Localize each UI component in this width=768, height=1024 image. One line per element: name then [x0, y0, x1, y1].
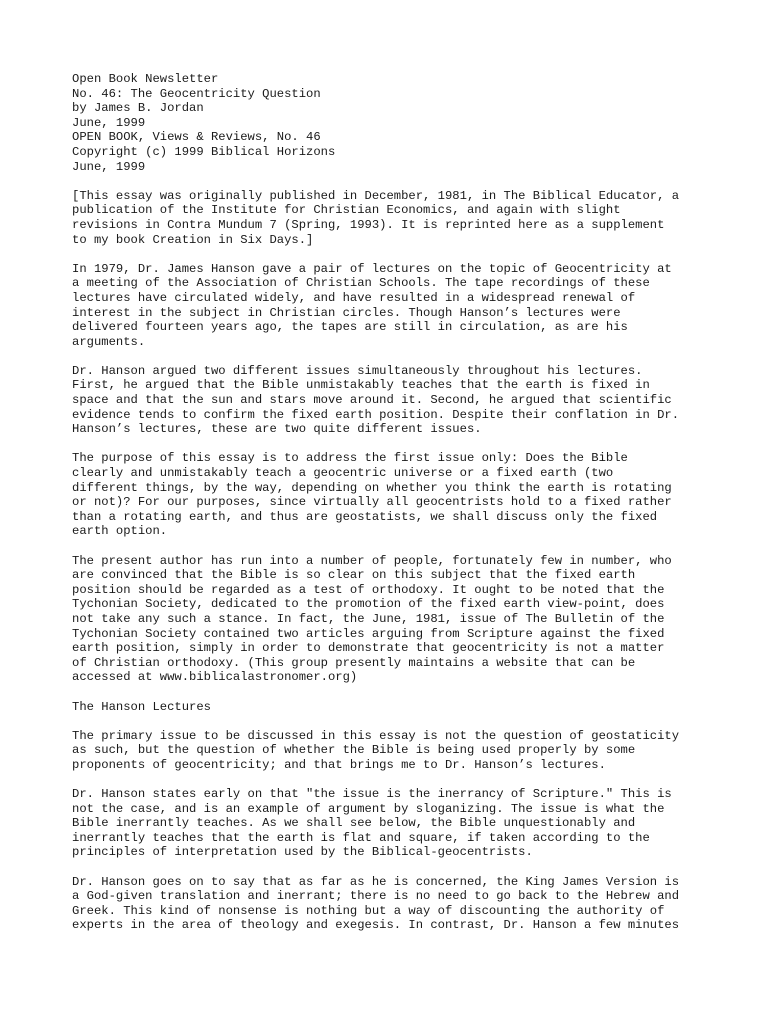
section-heading: The Hanson Lectures [72, 699, 211, 714]
body-paragraph: The primary issue to be discussed in this essay is not the question of geostaticity as such, but the question of whether the Bible is being used properly by some proponents of geocentricity; and that brings me to Dr. Hanson’s lectures. [72, 728, 680, 772]
body-paragraph: In 1979, Dr. James Hanson gave a pair of lectures on the topic of Geocentricity at a meeting of the Association of Christian Schools. The tape recordings of these lectures have circulated widely, and have resulted in a widespread renewal of interest in the subject in Christian circles. Though Hanson’s lectures were delivered fourteen years ago, the tapes are still in circulation, as are his arguments. [72, 261, 672, 349]
body-paragraph: The purpose of this essay is to address the first issue only: Does the Bible clearly and unmistakably teach a geocentric universe or a fixed earth (two different things, by the way, depending on whether you think the earth is rotating or not)? For our purposes, since virtually all geocentrists hold to a fixed rather than a rotating earth, and thus are geostatists, we shall discuss only the fixed earth option. [72, 451, 672, 539]
body-paragraph: The present author has run into a number of people, fortunately few in number, who are convinced that the Bible is so clear on this subject that the fixed earth position should be regarded as a test of orthodoxy. It ought to be noted that the Tychonian Society, dedicated to the promotion of the fixed earth view-point, does not take any such a stance. In fact, the June, 1981, issue of The Bulletin of the Tychonian Society contained two articles arguing from Scripture against the fixed earth position, simply in order to demonstrate that geocentricity is not a matter of Christian orthodoxy. (This group presently maintains a website that can be accessed at www.biblicalastronomer.org) [72, 553, 672, 685]
document-page [72, 72, 712, 933]
author-line: by James B. Jordan [72, 101, 204, 116]
body-paragraph: Dr. Hanson states early on that "the issue is the inerrancy of Scripture." This is not the case, and is an example of argument by sloganizing. The issue is what the Bible inerrantly teaches. As we shall see below, the Bible unquestionably and inerrantly teaches that the earth is flat and square, if taken according to the principles of interpretation used by the Biblical-geocentrists. [72, 787, 672, 860]
editorial-note-paragraph: [This essay was originally published in December, 1981, in The Biblical Educator, a publication of the Institute for Christian Economics, and again with slight revisions in Contra Mundum 7 (Spring, 1993). It is reprinted here as a supplement to my book Creation in Six Days.] [72, 188, 680, 247]
copyright-line: Copyright (c) 1999 Biblical Horizons [72, 144, 336, 159]
body-paragraph: Dr. Hanson argued two different issues simultaneously throughout his lectures. First, he argued that the Bible unmistakably teaches that the earth is fixed in space and that the sun and stars move around it. Second, he argued that scientific evidence tends to confirm the fixed earth position. Despite their conflation in Dr. Hanson’s lectures, these are two quite different issues. [72, 363, 680, 437]
issue-title: No. 46: The Geocentricity Question [72, 86, 321, 101]
body-paragraph: Dr. Hanson goes on to say that as far as he is concerned, the King James Version is a God-given translation and inerrant; there is no need to go back to the Hebrew and Greek. This kind of nonsense is nothing but a way of discounting the authority of experts in the area of theology and exegesis. In contrast, Dr. Hanson a few minutes [72, 874, 680, 933]
newsletter-header [72, 72, 712, 174]
series-line: OPEN BOOK, Views & Reviews, No. 46 [72, 130, 321, 145]
date-line: June, 1999 [72, 115, 146, 130]
newsletter-name: Open Book Newsletter [72, 72, 219, 86]
date-line-repeat: June, 1999 [72, 159, 146, 174]
